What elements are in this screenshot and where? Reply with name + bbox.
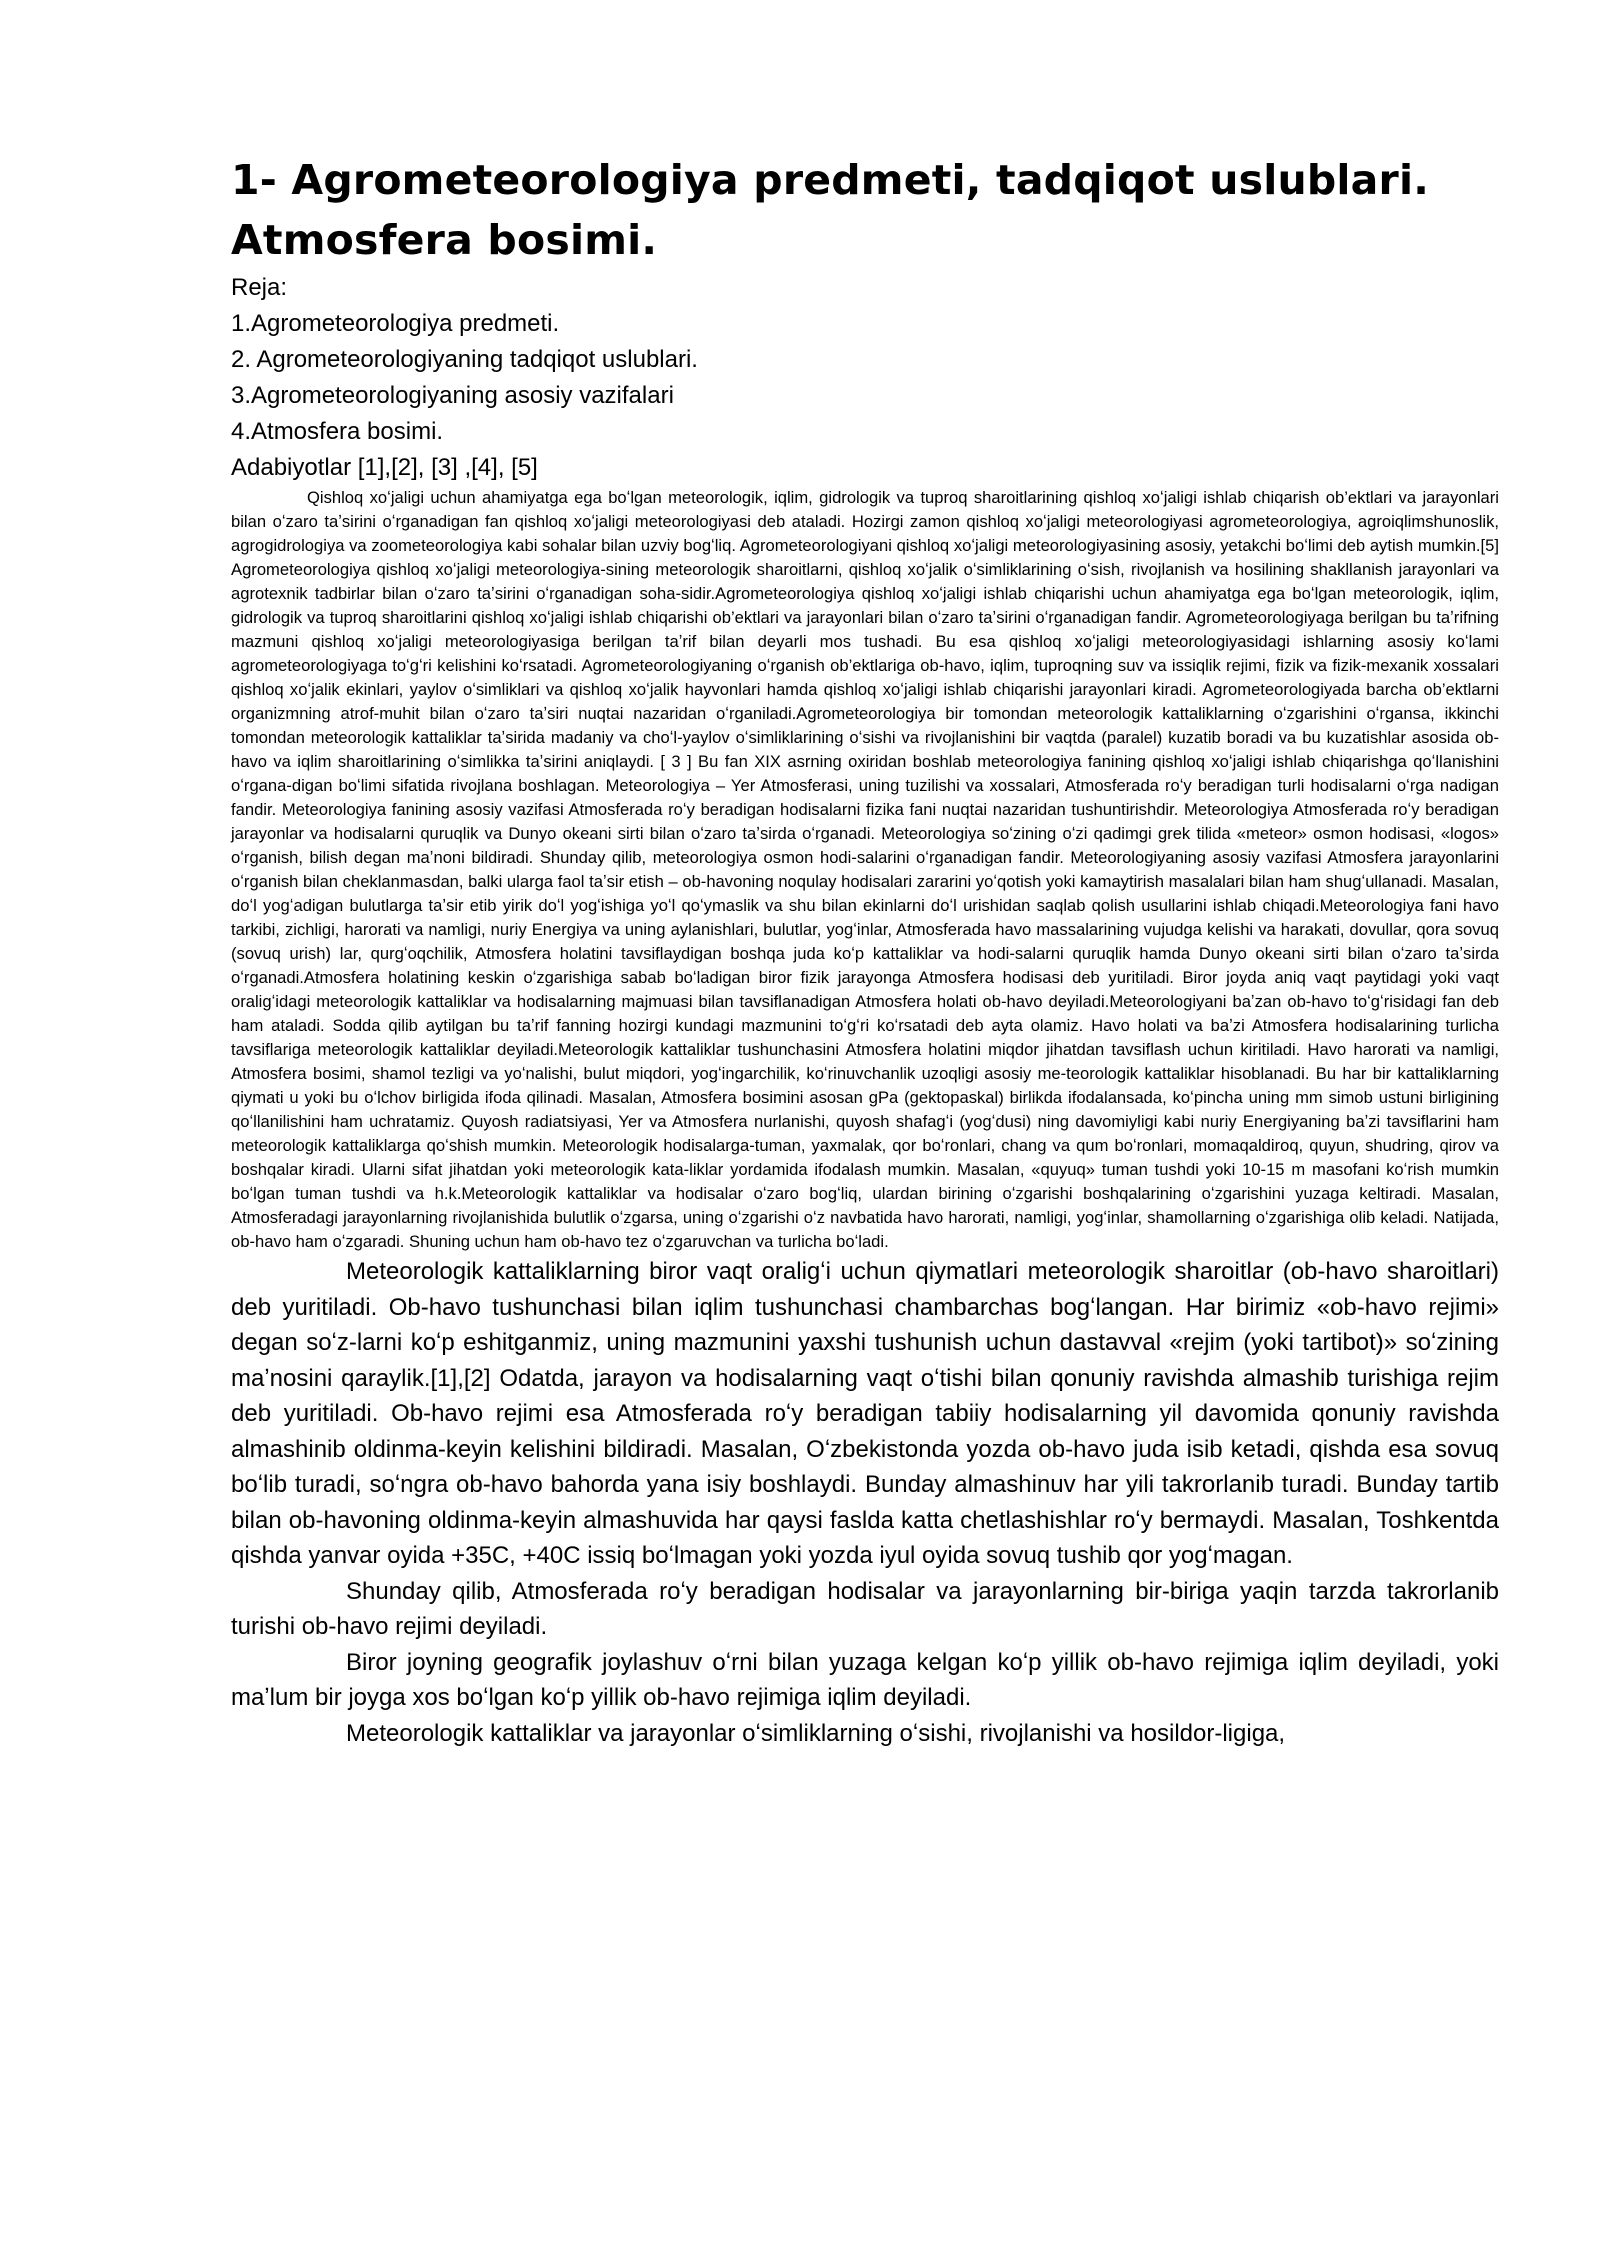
- body-paragraph-1: Meteorologik kattaliklarning biror vaqt oraligʻi uchun qiymatlari meteorologik sharoitlar (ob-havo sharoitlari) deb yuritiladi. Ob-havo tushunchasi bilan iqlim tushunchasi chambarchas bogʻlangan. Har birimiz «ob-havo rejimi» degan soʻz-larni koʻp eshitganmiz, uning mazmunini yaxshi tushunish uchun dastavval «rejim (yoki tartibot)» soʻzining maʼnosini qaraylik.[1],[2] Odatda, jarayon va hodisalarning vaqt oʻtishi bilan qonuniy ravishda almashib turishiga rejim deb yuritiladi. Ob-havo rejimi esa Atmosferada roʻy beradigan tabiiy hodisalarning yil davomida qonuniy ravishda almashinib oldinma-keyin kelishini bildiradi. Masalan, Oʻzbekistonda yozda ob-havo juda isib ketadi, qishda esa sovuq boʻlib turadi, soʻngra ob-havo bahorda yana isiy boshlaydi. Bunday almashinuv har yili takrorlanib turadi. Bunday tartib bilan ob-havoning oldinma-keyin almashuvida har qaysi faslda katta chetlashishlar roʻy bermaydi. Masalan, Toshkentda qishda yanvar oyida +35C, +40C issiq boʻlmagan yoki yozda iyul oyida sovuq tushib qor yogʻmagan.: [231, 1258, 1499, 1569]
- document-page: [231, 150, 1499, 1751]
- body-paragraph-4: Meteorologik kattaliklar va jarayonlar oʻsimliklarning oʻsishi, rivojlanishi va hosildor-ligiga,: [346, 1719, 1286, 1747]
- body-paragraph-2: Shunday qilib, Atmosferada roʻy beradigan hodisalar va jarayonlarning bir-biriga yaqin tarzda takrorlanib turishi ob-havo rejimi deyiladi.: [231, 1577, 1499, 1640]
- plan-item: 2. Agrometeorologiyaning tadqiqot uslublari.: [231, 346, 698, 373]
- plan-heading: Reja:: [231, 274, 288, 301]
- title-line-1: 1- Agrometeorologiya predmeti, tadqiqot uslublari.: [231, 156, 1429, 204]
- title-line-2: Atmosfera bosimi.: [231, 216, 658, 264]
- plan-item: 4.Atmosfera bosimi.: [231, 418, 444, 445]
- plan-item: 1.Agrometeorologiya predmeti.: [231, 310, 560, 337]
- document-title: [231, 150, 1499, 270]
- body-paragraph-3: Biror joyning geografik joylashuv oʻrni bilan yuzaga kelgan koʻp yillik ob-havo rejimiga iqlim deyiladi, yoki maʼlum bir joyga xos boʻlgan koʻp yillik ob-havo rejimiga iqlim deyiladi.: [231, 1648, 1499, 1711]
- plan-item: 3.Agrometeorologiyaning asosiy vazifalari: [231, 382, 674, 409]
- intro-paragraph: Qishloq xoʻjaligi uchun ahamiyatga ega boʻlgan meteorologik, iqlim, gidrologik va tuproq sharoitlarining qishloq xoʻjaligi ishlab chiqarish ob’ektlari va jarayonlari bilan oʻzaro taʼsirini oʻrganadigan fan qishloq xoʻjaligi meteorologiyasi deb ataladi. Hozirgi zamon qishloq xoʻjaligi meteorologiyasi agrometeorologiya, agroiqlimshunoslik, agrogidrologiya va zoometeorologiya kabi sohalar bilan uzviy bogʻliq. Agrometeorologiyani qishloq xoʻjaligi meteorologiyasining asosiy, yetakchi boʻlimi deb aytish mumkin.[5] Agrometeorologiya qishloq xoʻjaligi meteorologiya-sining meteorologik sharoitlarni, qishloq xoʻjalik oʻsimliklarining oʻsish, rivojlanish va hosilining shakllanish jarayonlari va agrotexnik tadbirlar bilan oʻzaro taʼsirini oʻrganadigan soha-sidir.Agrometeorologiya qishloq xoʻjaligi ishlab chiqarishi uchun ahamiyatga ega boʻlgan meteorologik, iqlim, gidrologik va tuproq sharoitlarini qishloq xoʻjaligi ishlab chiqarishi ob’ektlari va jarayonlari bilan oʻzaro taʼsirini oʻrganadigan fandir. Agrometeorologiyaga berilgan bu taʼrifning mazmuni qishloq xoʻjaligi meteorologiyasiga berilgan taʼrif bilan deyarli mos tushadi. Bu esa qishloq xoʻjaligi meteorologiyasidagi ishlarning asosiy koʻlami agrometeorologiyaga toʻgʻri kelishini koʻrsatadi. Agrometeorologiyaning oʻrganish ob’ektlariga ob-havo, iqlim, tuproqning suv va issiqlik rejimi, fizik va fizik-mexanik xossalari qishloq xoʻjalik ekinlari, yaylov oʻsimliklari va qishloq xoʻjalik hayvonlari hamda qishloq xoʻjaligi ishlab chiqarishi jarayonlari kiradi. Agrometeorologiyada barcha ob’ektlarni organizmning atrof-muhit bilan oʻzaro taʼsiri nuqtai nazaridan oʻrganiladi.Agrometeorologiya bir tomondan meteorologik kattaliklarning oʻzgarishini oʻrgansa, ikkinchi tomondan meteorologik kattaliklar taʼsirida madaniy va choʻl-yaylov oʻsimliklarining oʻsishi va rivojlanishini bir vaqtda (paralel) kuzatib boradi va bu kuzatishlar asosida ob-havo va iqlim sharoitlarining oʻsimlikka taʼsirini aniqlaydi. [ 3 ] Bu fan XIX asrning oxiridan boshlab meteorologiya fanining qishloq xoʻjaligi ishlab chiqarishga qoʻllanishini oʻrgana-digan boʻlimi sifatida rivojlana boshlagan. Meteorologiya – Yer Atmosferasi, uning tuzilishi va xossalari, Atmosferada roʻy beradigan turli hodisalarni oʻrga nadigan fandir. Meteorologiya fanining asosiy vazifasi Atmosferada roʻy beradigan hodisalarni fizika fani nuqtai nazaridan tushuntirishdir. Meteorologiya Atmosferada roʻy beradigan jarayonlar va hodisalarni quruqlik va Dunyo okeani sirti bilan oʻzaro taʼsirda oʻrganadi. Meteorologiya soʻzining oʻzi qadimgi grek tilida «meteor» osmon hodisasi, «logos» oʻrganish, bilish degan maʼnoni bildiradi. Shunday qilib, meteorologiya osmon hodi-salarini oʻrganadigan fandir. Meteorologiyaning asosiy vazifasi Atmosfera jarayonlarini oʻrganish bilan cheklanmasdan, balki ularga faol taʼsir etish – ob-havoning noqulay hodisalari zararini yoʻqotish yoki kamaytirish masalalari bilan ham shugʻullanadi. Masalan, doʻl yogʻadigan bulutlarga taʼsir etib yirik doʻl yogʻishiga yoʻl qoʻymaslik va shu bilan ekinlarni doʻl urishidan saqlab qolish usullarini ishlab chiqadi.Meteorologiya fani havo tarkibi, zichligi, harorati va namligi, nuriy Energiya va uning aylanishlari, bulutlar, yogʻinlar, Atmosferada havo massalarining vujudga kelishi va harakati, dovullar, qora sovuq (sovuq urish) lar, qurgʻoqchilik, Atmosfera holatini tavsiflaydigan boshqa juda koʻp kattaliklar va hodi-salarni quruqlik hamda Dunyo okeani sirti bilan oʻzaro taʼsirda oʻrganadi.Atmosfera holatining keskin oʻzgarishiga sabab boʻladigan biror fizik jarayonga Atmosfera hodisasi deb yuritiladi. Biror joyda aniq vaqt paytidagi yoki vaqt oraligʻidagi meteorologik kattaliklar va hodisalarning majmuasi bilan tavsiflanadigan Atmosfera holati ob-havo deyiladi.Meteorologiyani baʼzan ob-havo toʻgʻrisidagi fan deb ham ataladi. Sodda qilib aytilgan bu taʼrif fanning hozirgi kundagi mazmunini toʻgʻri koʻrsatadi deb ayta olamiz. Havo holati va baʼzi Atmosfera hodisalarining turlicha tavsiflariga meteorologik kattaliklar deyiladi.Meteorologik kattaliklar tushunchasini Atmosfera holatini miqdor jihatdan tavsiflash uchun kiritiladi. Havo harorati va namligi, Atmosfera bosimi, shamol tezligi va yoʻnalishi, bulut miqdori, yogʻingarchilik, koʻrinuvchanlik uzoqligi asosiy me-teorologik kattaliklar hisoblanadi. Bu har bir kattaliklarning qiymati u yoki bu oʻlchov birligida ifoda qilinadi. Masalan, Atmosfera bosimini asosan gPa (gektopaskal) birlikda ifodalansada, koʻpincha uning mm simob ustuni birligining qoʻllanilishini ham uchratamiz. Quyosh radiatsiyasi, Yer va Atmosfera nurlanishi, quyosh shafagʻi (yogʻdusi) ning davomiyligi kabi nuriy Energiyaning baʼzi tavsiflarini ham meteorologik kattaliklarga qoʻshish mumkin. Meteorologik hodisalarga-tuman, yaxmalak, qor boʻronlari, chang va qum boʻronlari, momaqaldiroq, quyun, shudring, qirov va boshqalar kiradi. Ularni sifat jihatdan yoki meteorologik kata-liklar yordamida ifodalash mumkin. Masalan, «quyuq» tuman tushdi yoki 10-15 m masofani koʻrish mumkin boʻlgan tuman tushdi va h.k.Meteorologik kattaliklar va hodisalar oʻzaro bogʻliq, ulardan birining oʻzgarishi boshqalarining oʻzgarishini yuzaga keltiradi. Masalan, Atmosferadagi jarayonlarning rivojlanishida bulutlik oʻzgarsa, uning oʻzgarishi oʻz navbatida havo harorati, namligi, yogʻinlar, shamollarning oʻzgarishiga olib keladi. Natijada, ob-havo ham oʻzgaradi. Shuning uchun ham ob-havo tez oʻzgaruvchan va turlicha boʻladi.: [231, 488, 1499, 1251]
- references-line: Adabiyotlar [1],[2], [3] ,[4], [5]: [231, 454, 538, 481]
- plan-section: [231, 270, 1499, 486]
